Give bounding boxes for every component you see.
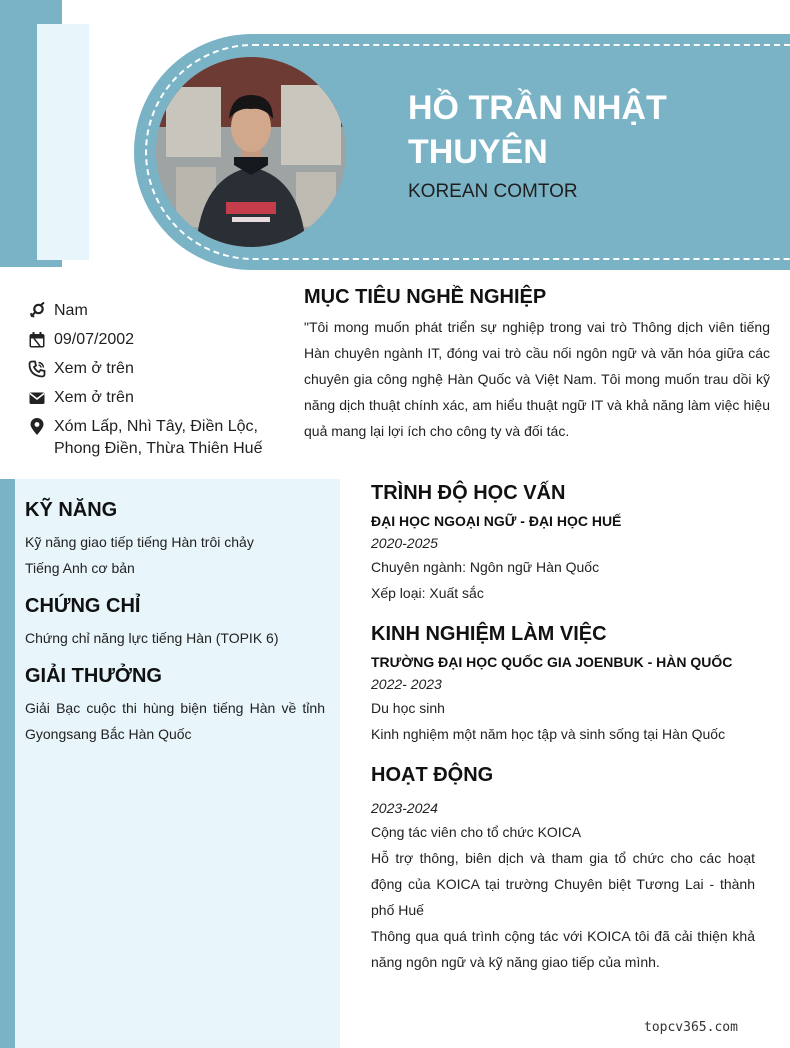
skill-item: Kỹ năng giao tiếp tiếng Hàn trôi chảy (25, 534, 254, 550)
phone-value: Xem ở trên (54, 360, 134, 377)
activities-period: 2023-2024 (371, 800, 438, 816)
candidate-name: HỒ TRẦN NHẬT THUYÊN (408, 89, 667, 171)
experience-line: Du học sinh (371, 700, 445, 716)
info-address (28, 416, 278, 460)
info-phone (28, 358, 278, 380)
email-icon (28, 389, 46, 407)
education-line: Xếp loại: Xuất sắc (371, 585, 484, 601)
education-school: ĐẠI HỌC NGOẠI NGỮ - ĐẠI HỌC HUẾ (371, 513, 622, 529)
experience-title: KINH NGHIỆM LÀM VIỆC (371, 623, 607, 645)
activities-line: Cộng tác viên cho tổ chức KOICA (371, 824, 582, 840)
email-value: Xem ở trên (54, 389, 134, 406)
education-period: 2020-2025 (371, 535, 438, 551)
personal-info-list (28, 300, 278, 467)
education-title: TRÌNH ĐỘ HỌC VẤN (371, 482, 566, 504)
gender-icon (28, 302, 46, 320)
left-column (25, 497, 325, 759)
career-objective (304, 284, 770, 444)
profile-photo (156, 57, 346, 247)
job-title: KOREAN COMTOR (408, 181, 578, 202)
skills-section (25, 497, 325, 581)
gender-value: Nam (54, 302, 88, 319)
education-section (371, 480, 755, 606)
right-column (371, 480, 755, 990)
awards-section (25, 663, 325, 747)
awards-title: GIẢI THƯỞNG (25, 665, 162, 687)
experience-period: 2022- 2023 (371, 676, 442, 692)
decorative-left-panel (37, 24, 89, 260)
experience-line: Kinh nghiệm một năm học tập và sinh sống tại Hàn Quốc (371, 726, 726, 742)
phone-icon (28, 360, 46, 378)
education-line: Chuyên ngành: Ngôn ngữ Hàn Quốc (371, 559, 600, 575)
experience-org: TRƯỜNG ĐẠI HỌC QUỐC GIA JOENBUK - HÀN QUỐC (371, 654, 733, 670)
left-panel-stripe (0, 479, 15, 1048)
activities-line: Thông qua quá trình cộng tác với KOICA tôi đã cải thiện khả năng ngôn ngữ và kỹ năng giao tiếp của mình. (371, 928, 755, 970)
info-gender (28, 300, 278, 322)
activities-title: HOẠT ĐỘNG (371, 764, 494, 786)
certificates-title: CHỨNG CHỈ (25, 595, 141, 617)
objective-text: "Tôi mong muốn phát triển sự nghiệp trong vai trò Thông dịch viên tiếng Hàn chuyên ngành IT, đóng vai trò cầu nối ngôn ngữ và văn hóa giữa các chuyên gia công nghệ Hàn Quốc và Việt Nam. Tôi mong muốn trau dồi kỹ năng dịch thuật chính xác, am hiểu thuật ngữ IT và khả năng làm việc hiệu quả mang lại lợi ích cho công ty và đối tác. (304, 319, 770, 439)
activities-line: Hỗ trợ thông, biên dịch và tham gia tổ chức cho các hoạt động của KOICA tại trường Chuyên biệt Tương Lai - thành phố Huế (371, 850, 755, 918)
objective-title: MỤC TIÊU NGHỀ NGHIỆP (304, 286, 547, 308)
skill-item: Tiếng Anh cơ bản (25, 560, 135, 576)
experience-section (371, 621, 755, 747)
watermark: topcv365.com (644, 1020, 738, 1035)
profile-photo-illustration (156, 57, 346, 247)
award-item: Giải Bạc cuộc thi hùng biện tiếng Hàn về tỉnh Gyongsang Bắc Hàn Quốc (25, 700, 325, 742)
address-value: Xóm Lấp, Nhì Tây, Điền Lộc, Phong Điền, Thừa Thiên Huế (54, 418, 263, 457)
location-icon (28, 418, 46, 436)
calendar-icon (28, 331, 46, 349)
skills-title: KỸ NĂNG (25, 499, 118, 521)
certificate-item: Chứng chỉ năng lực tiếng Hàn (TOPIK 6) (25, 630, 279, 646)
certificates-section (25, 593, 325, 651)
info-birthday (28, 329, 278, 351)
activities-section (371, 762, 755, 975)
birthday-value: 09/07/2002 (54, 331, 135, 348)
info-email (28, 387, 278, 409)
